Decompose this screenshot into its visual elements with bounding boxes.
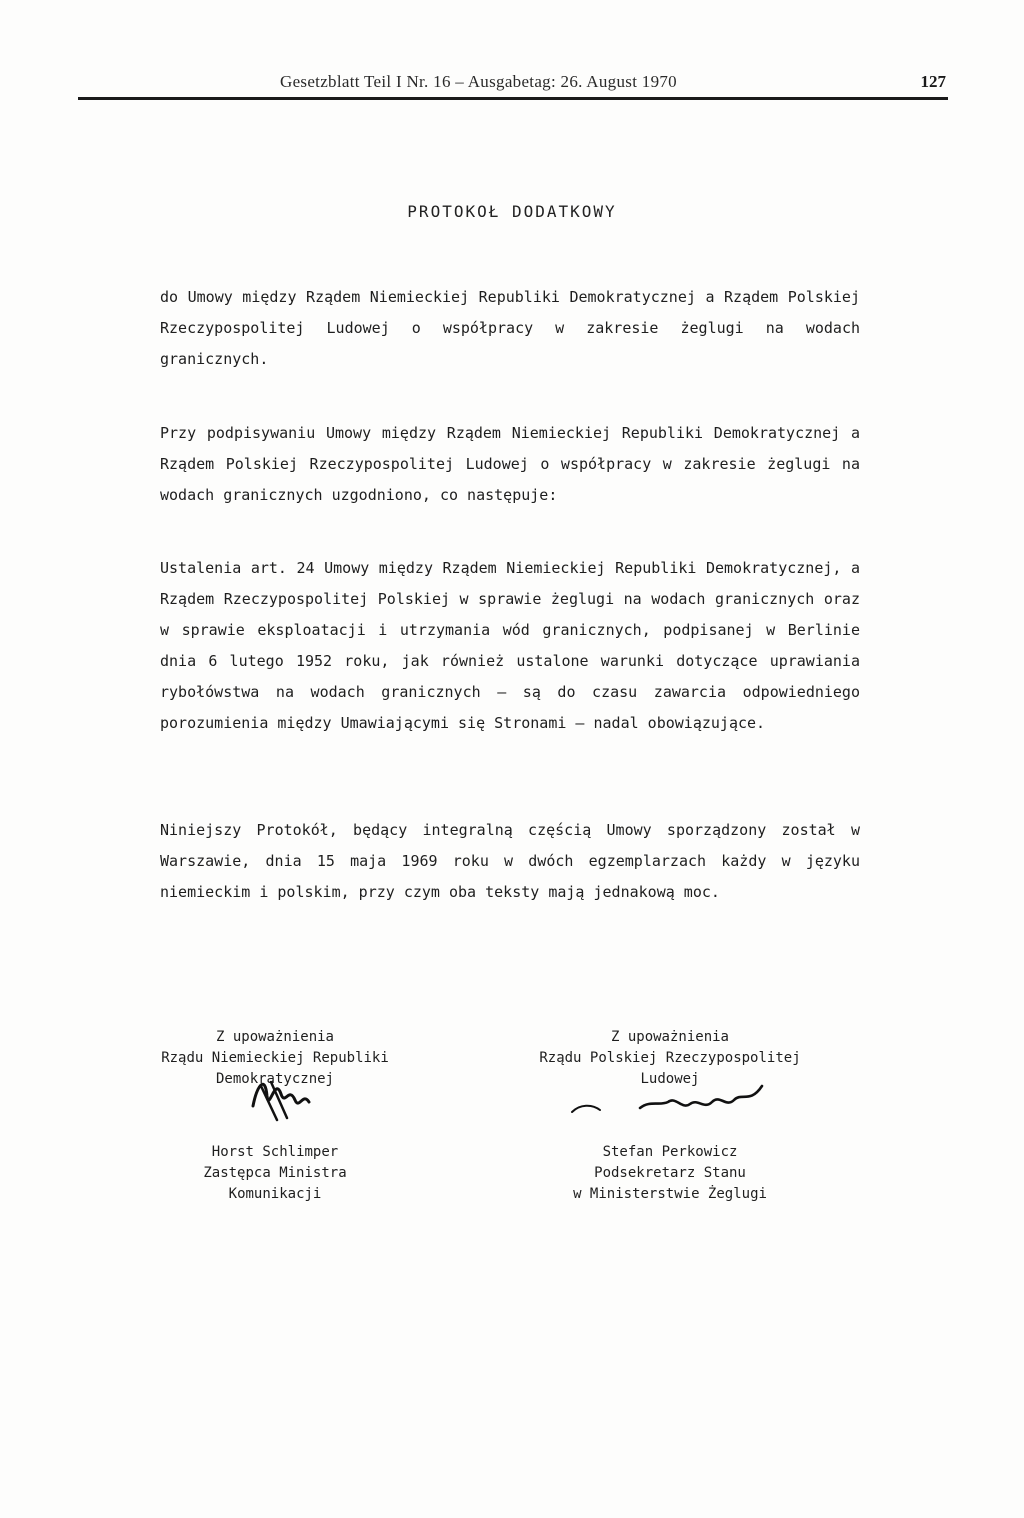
signatory-title-1: Podsekretarz Stanu [594,1165,746,1181]
page-header [78,72,948,98]
paragraph-1: Przy podpisywaniu Umowy między Rządem Niemieckiej Republiki Demokratycznej a Rządem Polskiej Rzeczypospolitej Ludowej o współpracy w zakresie żeglugi na wodach granicznych uzgodniono, co następuje: [160,424,860,504]
government-line-1: Rządu Polskiej Rzeczypospolitej [539,1050,801,1066]
paragraph-3: Niniejszy Protokół, będący integralną częścią Umowy sporządzony został w Warszawie, dnia 15 maja 1969 roku w dwóch egzemplarzach każdy w języku niemieckim i polskim, przy czym oba teksty mają jednakową moc. [160,821,860,901]
handwritten-signature-right-icon [500,1076,840,1146]
publication-header: Gesetzblatt Teil I Nr. 16 – Ausgabetag: 26. August 1970 [280,72,677,91]
intro-paragraph: do Umowy między Rządem Niemieckiej Republiki Demokratycznej a Rządem Polskiej Rzeczypospolitej Ludowej o współpracy w zakresie żeglugi na wodach granicznych. [160,288,860,368]
page-number: 127 [920,72,946,91]
header-rule [78,97,948,100]
authority-label: Z upoważnienia [610,1029,729,1045]
signature-area [105,1090,445,1142]
signatory-title-2: Komunikacji [228,1186,322,1202]
paragraph-2: Ustalenia art. 24 Umowy między Rządem Niemieckiej Republiki Demokratycznej, a Rządem Rzeczypospolitej Polskiej w sprawie żeglugi na wodach granicznych oraz w sprawie eksploatacji i utrzymania wód granicznych, podpisanej w Berlinie dnia 6 lutego 1952 roku, jak również ustalone warunki dotyczące uprawiania rybołówstwa na wodach granicznych – są do czasu zawarcia odpowiedniego porozumienia między Umawiającymi się Stronami – nadal obowiązujące. [160,559,860,732]
document-title: PROTOKOŁ DODATKOWY [407,202,617,221]
government-line-2: Ludowej [640,1071,700,1087]
government-line-1: Rządu Niemieckiej Republiki [161,1050,389,1066]
signatory-title-1: Zastępca Ministra [203,1165,347,1181]
government-line-2: Demokratycznej [215,1071,334,1087]
handwritten-signature-left-icon [105,1066,445,1136]
signature-block-left [105,1027,445,1205]
signature-area [500,1090,840,1142]
signatory-name: Stefan Perkowicz [602,1144,738,1160]
signatory-title-2: w Ministerstwie Żeglugi [573,1186,767,1202]
authority-label: Z upoważnienia [215,1029,334,1045]
signature-block-right [500,1027,840,1205]
signatory-name: Horst Schlimper [211,1144,339,1160]
